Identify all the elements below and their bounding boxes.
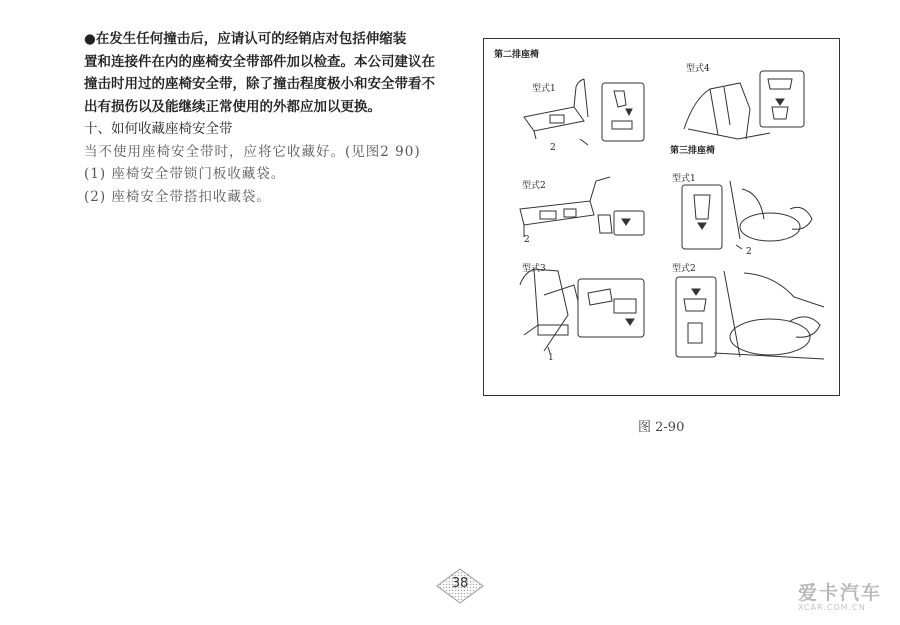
illustration-seatbelt-third-type1 bbox=[680, 179, 830, 251]
list-item-1: (1) 座椅安全带锁门板收藏袋。 bbox=[84, 166, 286, 182]
paragraph-line: 撞击时用过的座椅安全带，除了撞击程度极小和安全带看不 bbox=[84, 76, 435, 92]
label-third-row-type1: 型式1 bbox=[672, 174, 696, 184]
paragraph-line: 出有损伤以及能继续正常使用的外都应加以更换。 bbox=[84, 98, 381, 115]
page-number bbox=[436, 568, 484, 604]
illustration-seatbelt-third-type2 bbox=[674, 267, 834, 367]
list-item-2: (2) 座椅安全带搭扣收藏袋。 bbox=[84, 188, 271, 205]
callout-2: 2 bbox=[524, 235, 530, 245]
body-text-column bbox=[84, 28, 444, 208]
label-second-row-type1: 型式1 bbox=[532, 84, 556, 94]
watermark-sub: XCAR.COM.CN bbox=[798, 603, 866, 612]
watermark-main: 爱卡汽车 bbox=[798, 582, 883, 604]
label-second-row-type4: 型式4 bbox=[686, 64, 710, 74]
label-second-row-type3: 型式3 bbox=[522, 264, 546, 274]
label-second-row-type2: 型式2 bbox=[522, 181, 546, 191]
body-line: 当不使用座椅安全带时，应将它收藏好。(见图2 90) bbox=[84, 143, 421, 160]
illustration-seatbelt-type1 bbox=[514, 77, 649, 147]
illustration-seatbelt-type4 bbox=[680, 69, 830, 144]
callout-1: 1 bbox=[548, 353, 554, 363]
section-heading: 十、如何收藏座椅安全带 bbox=[84, 121, 233, 137]
figure-caption: 图 2-90 bbox=[638, 420, 685, 435]
illustration-seatbelt-type3 bbox=[514, 265, 649, 355]
label-second-row: 第二排座椅 bbox=[494, 50, 540, 60]
paragraph-line: 置和连接件在内的座椅安全带部件加以检查。本公司建议在 bbox=[84, 53, 435, 70]
callout-2: 2 bbox=[746, 247, 752, 257]
page-number-text: 38 bbox=[451, 576, 469, 591]
watermark-logo bbox=[798, 583, 898, 612]
callout-2: 2 bbox=[550, 143, 556, 153]
figure-2-90 bbox=[483, 38, 840, 396]
paragraph-line: ●在发生任何撞击后，应请认可的经销店对包括伸缩装 bbox=[84, 31, 407, 47]
label-third-row: 第三排座椅 bbox=[670, 146, 716, 156]
label-third-row-type2: 型式2 bbox=[672, 264, 696, 274]
illustration-seatbelt-type2 bbox=[514, 175, 649, 245]
